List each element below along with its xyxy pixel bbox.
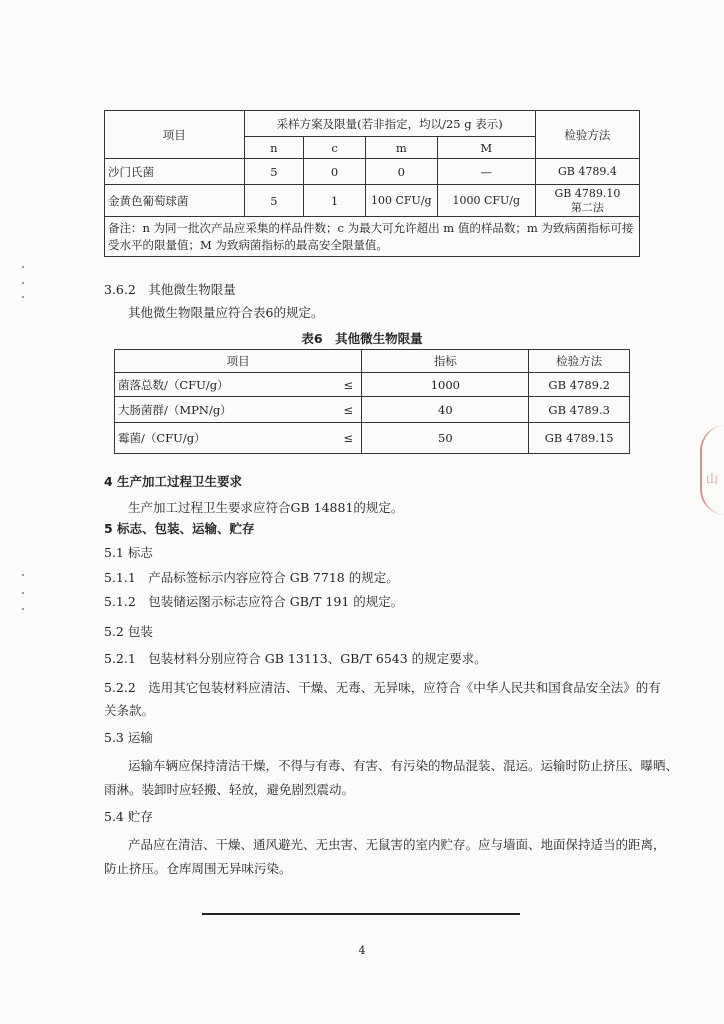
table-row [105, 159, 640, 185]
table-subheader-c: c [304, 137, 366, 159]
page-number: 4 [358, 944, 366, 957]
cell-n: 5 [244, 185, 304, 217]
cell-c: 0 [304, 159, 366, 185]
section-5-1-title: 5.1 标志 [104, 545, 153, 560]
cell-operator: ≤ [335, 373, 362, 397]
section-5-2-title: 5.2 包装 [104, 624, 153, 639]
cell-item: 金黄色葡萄球菌 [105, 185, 245, 217]
seal-stamp [700, 425, 724, 515]
footer-rule [202, 913, 520, 915]
section-5-1-2: 5.1.2 包装储运图示标志应符合 GB/T 191 的规定。 [104, 594, 404, 609]
cell-M: 1000 CFU/g [437, 185, 535, 217]
cell-value: 1000 [362, 373, 529, 397]
section-5-3-title: 5.3 运输 [104, 730, 153, 745]
table-header-sampling: 采样方案及限量(若非指定，均以/25 g 表示) [244, 111, 535, 137]
table-row [115, 397, 630, 423]
table6-caption: 表6 其他微生物限量 [301, 331, 423, 346]
table-header-method: 检验方法 [535, 111, 639, 159]
cell-operator: ≤ [335, 397, 362, 423]
table-subheader-M: M [437, 137, 535, 159]
table-header-item: 项目 [105, 111, 245, 159]
table-row [115, 373, 630, 397]
scan-speck [22, 296, 24, 298]
table6-header-item: 项目 [115, 350, 362, 373]
cell-value: 40 [362, 397, 529, 423]
cell-method [535, 185, 639, 217]
cell-method-line2: 第二法 [570, 200, 604, 214]
pathogen-limit-table [104, 110, 640, 257]
cell-operator: ≤ [335, 423, 362, 454]
cell-item: 大肠菌群/（MPN/g） [115, 397, 336, 423]
cell-method-line1: GB 4789.10 [554, 186, 621, 200]
cell-item: 沙门氏菌 [105, 159, 245, 185]
table6-header-index: 指标 [362, 350, 529, 373]
section-5-3-line2: 雨淋。装卸时应轻搬、轻放，避免剧烈震动。 [104, 782, 355, 797]
scan-speck [22, 574, 24, 576]
section-5-2-1: 5.2.1 包装材料分别应符合 GB 13113、GB/T 6543 的规定要求。 [104, 651, 487, 666]
cell-method: GB 4789.2 [529, 373, 630, 397]
cell-method: GB 4789.15 [529, 423, 630, 454]
section-3-6-2-title: 3.6.2 其他微生物限量 [104, 282, 236, 297]
table-note-line1: 备注：n 为同一批次产品应采集的样品件数；c 为最大可允许超出 m 值的样品数；m 为致病菌指标可接 [108, 220, 634, 235]
cell-value: 50 [362, 423, 529, 454]
table-note-line2: 受水平的限量值；M 为致病菌指标的最高安全限量值。 [108, 237, 388, 252]
cell-n: 5 [244, 159, 304, 185]
scan-speck [22, 282, 24, 284]
seal-stamp-char: 山 [706, 472, 719, 486]
cell-method: GB 4789.4 [535, 159, 639, 185]
cell-item: 菌落总数/（CFU/g） [115, 373, 336, 397]
section-3-6-2-body: 其他微生物限量应符合表6的规定。 [128, 305, 324, 320]
cell-M: — [437, 159, 535, 185]
section-5-4-title: 5.4 贮存 [104, 809, 153, 824]
cell-method: GB 4789.3 [529, 397, 630, 423]
table-subheader-m: m [365, 137, 437, 159]
cell-c: 1 [304, 185, 366, 217]
section-4-body: 生产加工过程卫生要求应符合GB 14881的规定。 [128, 500, 404, 515]
section-5-2-2-line2: 关条款。 [104, 703, 155, 718]
table6-header-method: 检验方法 [529, 350, 630, 373]
section-4-title: 4 生产加工过程卫生要求 [104, 474, 243, 489]
section-5-4-line1: 产品应在清洁、干燥、通风避光、无虫害、无鼠害的室内贮存。应与墙面、地面保持适当的距离， [128, 837, 666, 852]
table-note [105, 217, 640, 257]
scan-speck [22, 266, 24, 268]
table-row [105, 185, 640, 217]
section-5-4-line2: 防止挤压。仓库周围无异味污染。 [104, 861, 292, 876]
other-microbe-table [114, 349, 630, 454]
cell-m: 0 [365, 159, 437, 185]
section-5-1-1: 5.1.1 产品标签标示内容应符合 GB 7718 的规定。 [104, 570, 399, 585]
cell-item: 霉菌/（CFU/g） [115, 423, 336, 454]
cell-m: 100 CFU/g [365, 185, 437, 217]
scan-speck [22, 608, 24, 610]
scan-speck [22, 592, 24, 594]
table-row [115, 423, 630, 454]
table-subheader-n: n [244, 137, 304, 159]
section-5-2-2-line1: 5.2.2 选用其它包装材料应清洁、干燥、无毒、无异味，应符合《中华人民共和国食品安全法》的有 [104, 680, 661, 695]
section-5-title: 5 标志、包装、运输、贮存 [104, 521, 255, 536]
section-5-3-line1: 运输车辆应保持清洁干燥，不得与有毒、有害、有污染的物品混装、混运。运输时防止挤压、曝晒、 [128, 758, 679, 773]
